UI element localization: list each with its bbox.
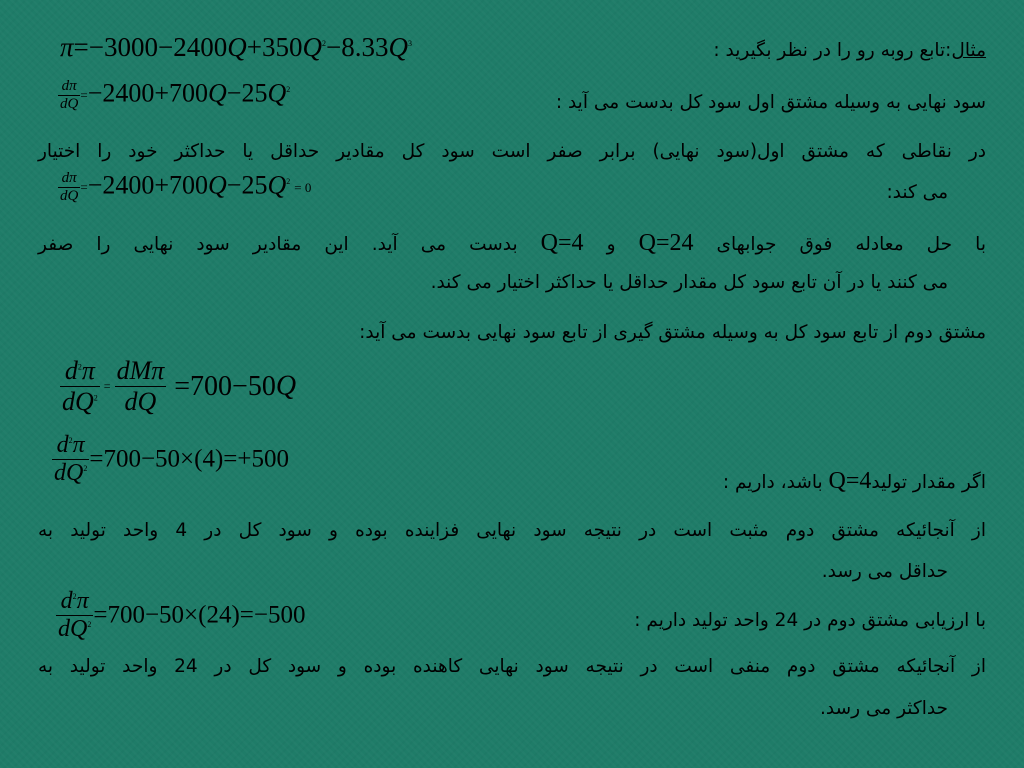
solution-and: و	[606, 234, 616, 255]
second-derivative-text: مشتق دوم از تابع سود کل به وسیله مشتق گیری از تابع سود نهایی بدست می آید:	[359, 322, 986, 343]
solution-q24: Q=24	[638, 230, 694, 256]
q-variable: Q	[208, 78, 227, 108]
equals-sign: =	[80, 87, 88, 103]
exponent: 2	[93, 393, 98, 403]
q-variable: Q	[302, 32, 322, 62]
fraction-denominator: dQ	[124, 387, 157, 416]
critical-points-text-cont: می کند:	[886, 182, 948, 203]
evaluate-q24-text: با ارزیابی مشتق دوم در 24 واحد تولید داریم :	[634, 610, 986, 631]
second-derivative-at-q4	[52, 432, 289, 487]
formula-term: −2400+700	[87, 170, 209, 200]
fraction-numerator: dMπ	[116, 356, 165, 385]
pi-symbol: π	[72, 432, 85, 458]
formula-term: =700−50	[174, 370, 276, 402]
solution-text-post: بدست می آید. این مقادیر سود نهایی را صفر	[38, 234, 518, 255]
exponent: 2	[77, 362, 82, 372]
equals-sign: =	[80, 179, 88, 195]
solution-text-cont: می کنند یا در آن تابع سود کل مقدار حداقل یا حداکثر اختیار می کند.	[430, 272, 948, 293]
equals-sign: =	[73, 32, 89, 62]
exponent: 2	[321, 39, 326, 48]
formula-term: −8.33	[325, 32, 389, 62]
fraction-denominator	[56, 616, 93, 643]
fraction-numerator	[52, 432, 89, 460]
if-production-pre: اگر مقدار تولید	[871, 472, 986, 493]
pi-symbol: π	[76, 588, 89, 614]
q-variable: Q	[267, 170, 287, 200]
q-variable: Q	[267, 78, 287, 108]
formula-term: =700−50×(24)=−500	[93, 601, 306, 629]
negative-second-derivative-text-cont: حداکثر می رسد.	[819, 698, 948, 719]
exponent: 2	[286, 84, 291, 94]
q-variable: Q	[208, 170, 227, 200]
q-variable: Q	[227, 32, 247, 62]
fraction-denominator	[60, 387, 100, 417]
if-production-text	[723, 466, 986, 498]
second-derivative-formula	[60, 356, 296, 417]
negative-second-derivative-text: از آنجائیکه مشتق دوم منفی است در نتیجه سود نهایی کاهنده بوده و سود کل در 24 واحد تولید به	[38, 656, 986, 677]
fraction-numerator	[56, 588, 93, 616]
q-variable: Q	[388, 32, 408, 62]
exponent: 2	[83, 464, 88, 473]
dq-symbol: dQ	[58, 616, 88, 642]
fraction-denominator: dQ	[60, 188, 79, 204]
formula-term: −3000−2400	[88, 32, 228, 62]
fraction-numerator: dπ	[58, 78, 80, 96]
marginal-profit-formula	[58, 78, 290, 113]
pi-symbol: π	[60, 32, 74, 62]
formula-term: −25	[226, 170, 268, 200]
solution-text-pre: با حل معادله فوق جوابهای	[716, 234, 986, 255]
dq-symbol: dQ	[62, 387, 94, 416]
fraction-denominator: dQ	[60, 96, 79, 112]
pi-symbol: π	[81, 356, 95, 385]
first-derivative-zero-formula	[58, 170, 311, 205]
fraction-numerator: dπ	[58, 170, 80, 188]
second-derivative-at-q24	[56, 588, 306, 643]
fraction	[60, 356, 100, 417]
exponent: 2	[286, 176, 291, 186]
formula-term: −2400+700	[87, 78, 209, 108]
fraction	[58, 170, 80, 205]
exponent: 2	[87, 620, 92, 629]
equals-zero: = 0	[294, 179, 312, 195]
example-label: مثال	[951, 40, 986, 61]
profit-function-formula	[60, 32, 412, 63]
dq-symbol: dQ	[54, 460, 84, 486]
formula-term: −25	[226, 78, 268, 108]
fraction	[115, 356, 167, 417]
marginal-profit-text: سود نهایی به وسیله مشتق اول سود کل بدست می آید :	[555, 92, 986, 113]
solution-q4: Q=4	[540, 230, 584, 256]
formula-term: +350	[246, 32, 303, 62]
if-production-post: باشد، داریم :	[722, 472, 823, 493]
fraction-numerator	[60, 356, 100, 387]
positive-second-derivative-text-cont: حداقل می رسد.	[821, 561, 948, 582]
critical-points-text: در نقاطی که مشتق اول(سود نهایی) برابر صفر است سود کل مقادیر حداقل یا حداکثر خود را اختیار	[38, 141, 986, 162]
equals-sign: =	[103, 379, 111, 393]
exponent: 2	[72, 592, 77, 601]
fraction-denominator	[52, 460, 89, 487]
if-production-q4: Q=4	[828, 468, 872, 494]
exponent: 2	[68, 436, 73, 445]
solution-text	[38, 228, 986, 260]
d-symbol: d	[60, 588, 73, 614]
formula-term: =700−50×(4)=+500	[89, 445, 289, 473]
fraction	[52, 432, 89, 487]
example-line	[713, 36, 986, 66]
q-variable: Q	[275, 370, 297, 402]
positive-second-derivative-text: از آنجائیکه مشتق دوم مثبت است در نتیجه سود نهایی فزاینده بوده و سود کل در 4 واحد تولید به	[38, 520, 987, 541]
d-symbol: d	[56, 432, 69, 458]
example-text: :تابع روبه رو را در نظر بگیرید :	[713, 40, 952, 61]
exponent: 3	[407, 39, 412, 48]
d-symbol: d	[64, 356, 78, 385]
fraction	[56, 588, 93, 643]
fraction	[58, 78, 80, 113]
